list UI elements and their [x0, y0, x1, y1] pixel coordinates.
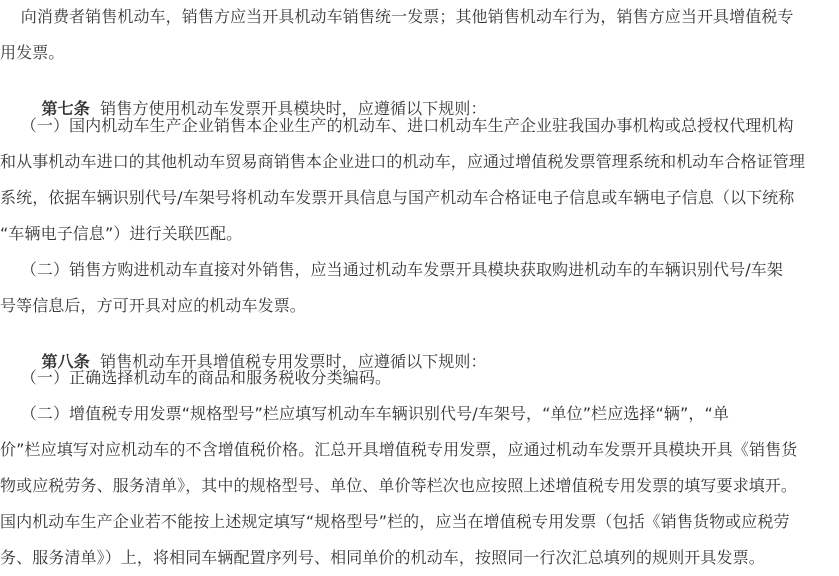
text-line: （二）销售方购进机动车直接对外销售，应当通过机动车发票开具模块获取购进机动车的车辆识别代号/车架 — [0, 260, 783, 279]
text-line: 向消费者销售机动车，销售方应当开具机动车销售统一发票；其他销售机动车行为，销售方应当开具增值税专 — [0, 7, 794, 26]
article-heading-7: 第七条 销售方使用机动车发票开具模块时，应遵循以下规则： — [41, 99, 487, 118]
text-line: 国内机动车生产企业若不能按上述规定填写“规格型号”栏的，应当在增值税专用发票（包括《销售货物或应税劳 — [0, 512, 790, 531]
text-line: 用发票。 — [0, 43, 65, 62]
text-line: （二）增值税专用发票“规格型号”栏应填写机动车车辆识别代号/车架号，“单位”栏应选择“辆”，“单 — [0, 404, 729, 423]
text-line: 物或应税劳务、服务清单》，其中的规格型号、单位、单价等栏次也应按照上述增值税专用发票的填写要求填开。 — [0, 476, 798, 495]
text-line: “车辆电子信息”）进行关联匹配。 — [0, 224, 243, 243]
text-line: 和从事机动车进口的其他机动车贸易商销售本企业进口的机动车，应通过增值税发票管理系统和机动车合格证管理 — [0, 152, 806, 171]
text-line: （一）正确选择机动车的商品和服务税收分类编码。 — [0, 368, 392, 387]
article-number: 第七条 — [41, 99, 90, 118]
text-line: 价”栏应填写对应机动车的不含增值税价格。汇总开具增值税专用发票，应通过机动车发票开具模块开具《销售货 — [0, 440, 798, 459]
text-line: 号等信息后，方可开具对应的机动车发票。 — [0, 296, 306, 315]
article-number: 第八条 — [41, 352, 90, 371]
text-line: 系统，依据车辆识别代号/车架号将机动车发票开具信息与国产机动车合格证电子信息或车辆电子信息（以下统称 — [0, 188, 795, 207]
text-line: 务、服务清单》）上，将相同车辆配置序列号、相同单价的机动车，按照同一行次汇总填列的规则开具发票。 — [0, 548, 765, 567]
text-line: （一）国内机动车生产企业销售本企业生产的机动车、进口机动车生产企业驻我国办事机构或总授权代理机构 — [0, 116, 794, 135]
article-heading-8: 第八条 销售机动车开具增值税专用发票时，应遵循以下规则： — [41, 352, 487, 371]
